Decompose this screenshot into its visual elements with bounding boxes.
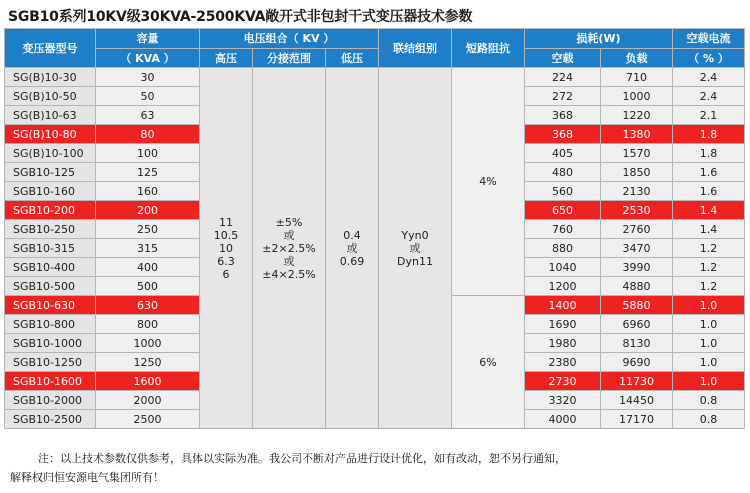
cell-no-load-current: 1.0 [673,315,745,334]
cell-lv [326,68,379,429]
cell-no-load-current: 1.2 [673,277,745,296]
cell-no-load-current: 2.4 [673,68,745,87]
cell-model: SGB10-1000 [5,334,96,353]
cell-load-loss: 8130 [601,334,673,353]
cell-model: SGB10-400 [5,258,96,277]
cell-model: SGB10-315 [5,239,96,258]
cell-vector-group-line: Dyn11 [397,254,433,268]
cell-no-load-loss: 224 [525,68,601,87]
cell-model: SGB10-800 [5,315,96,334]
cell-capacity: 63 [96,106,200,125]
cell-tap-range-line: 或 [283,254,295,268]
cell-capacity: 100 [96,144,200,163]
cell-load-loss: 6960 [601,315,673,334]
cell-hv-line: 10 [219,241,233,255]
cell-no-load-loss: 1040 [525,258,601,277]
cell-load-loss: 4880 [601,277,673,296]
cell-capacity: 80 [96,125,200,144]
cell-model: SGB10-1600 [5,372,96,391]
cell-tap-range-line: ±2×2.5% [262,241,316,255]
cell-model: SGB10-500 [5,277,96,296]
cell-hv-line: 6 [222,267,230,281]
cell-capacity: 50 [96,87,200,106]
cell-no-load-loss: 560 [525,182,601,201]
cell-capacity: 630 [96,296,200,315]
cell-lv-line: 0.69 [339,254,365,268]
cell-no-load-loss: 3320 [525,391,601,410]
cell-model: SG(B)10-50 [5,87,96,106]
cell-lv-line: 或 [346,241,358,255]
cell-capacity: 200 [96,201,200,220]
header-no-load-current: 空载电流 [673,29,745,49]
cell-vector-group-line: 或 [409,241,421,255]
cell-no-load-current: 1.0 [673,372,745,391]
cell-load-loss: 1380 [601,125,673,144]
cell-no-load-loss: 2730 [525,372,601,391]
table-row [5,68,745,87]
cell-no-load-current: 1.6 [673,163,745,182]
cell-model: SGB10-630 [5,296,96,315]
header-no-load: 空载 [525,49,601,68]
cell-load-loss: 14450 [601,391,673,410]
cell-no-load-loss: 480 [525,163,601,182]
header-tap-range: 分接范围 [253,49,326,68]
cell-no-load-current: 2.4 [673,87,745,106]
cell-tap-range-line: ±5% [275,215,303,229]
cell-no-load-loss: 368 [525,106,601,125]
cell-capacity: 500 [96,277,200,296]
cell-capacity: 125 [96,163,200,182]
cell-no-load-current: 1.0 [673,296,745,315]
cell-model: SGB10-2000 [5,391,96,410]
cell-load-loss: 710 [601,68,673,87]
cell-load-loss: 2130 [601,182,673,201]
cell-capacity: 800 [96,315,200,334]
cell-no-load-loss: 405 [525,144,601,163]
cell-model: SGB10-160 [5,182,96,201]
cell-load-loss: 3470 [601,239,673,258]
cell-no-load-loss: 2380 [525,353,601,372]
cell-load-loss: 3990 [601,258,673,277]
cell-load-loss: 11730 [601,372,673,391]
cell-no-load-loss: 272 [525,87,601,106]
cell-capacity: 250 [96,220,200,239]
cell-no-load-current: 0.8 [673,391,745,410]
cell-tap-range-line: 或 [283,228,295,242]
cell-model: SGB10-125 [5,163,96,182]
cell-no-load-current: 1.6 [673,182,745,201]
footnote [10,449,744,487]
header-hv: 高压 [200,49,253,68]
cell-load-loss: 2760 [601,220,673,239]
footnote-line-2: 解释权归恒安源电气集团所有！ [10,471,164,484]
cell-no-load-loss: 1400 [525,296,601,315]
cell-model: SG(B)10-63 [5,106,96,125]
cell-no-load-current: 2.1 [673,106,745,125]
cell-model: SG(B)10-100 [5,144,96,163]
cell-load-loss: 9690 [601,353,673,372]
cell-capacity: 160 [96,182,200,201]
cell-tap-range [253,68,326,429]
cell-model: SGB10-1250 [5,353,96,372]
cell-load-loss: 1000 [601,87,673,106]
spec-table [4,28,745,429]
cell-model: SG(B)10-30 [5,68,96,87]
cell-hv [200,68,253,429]
cell-load-loss: 1850 [601,163,673,182]
cell-capacity: 30 [96,68,200,87]
cell-capacity: 1000 [96,334,200,353]
footnote-line-1: 注：以上技术参数仅供参考，具体以实际为准。我公司不断对产品进行设计优化，如有改动，恕不另行通知， [38,452,566,465]
cell-no-load-current: 1.0 [673,353,745,372]
cell-no-load-current: 1.2 [673,239,745,258]
cell-capacity: 1250 [96,353,200,372]
cell-hv-line: 11 [219,215,233,229]
cell-lv-line: 0.4 [343,228,361,242]
cell-no-load-loss: 650 [525,201,601,220]
header-lv: 低压 [326,49,379,68]
cell-no-load-current: 1.2 [673,258,745,277]
cell-no-load-loss: 880 [525,239,601,258]
cell-no-load-current: 1.4 [673,201,745,220]
cell-no-load-loss: 1690 [525,315,601,334]
cell-capacity: 400 [96,258,200,277]
cell-load-loss: 1570 [601,144,673,163]
cell-load-loss: 1220 [601,106,673,125]
cell-no-load-current: 1.0 [673,334,745,353]
cell-model: SG(B)10-80 [5,125,96,144]
header-capacity-unit: （ KVA ） [96,49,200,68]
cell-capacity: 1600 [96,372,200,391]
cell-hv-line: 10.5 [213,228,239,242]
cell-no-load-current: 1.8 [673,125,745,144]
cell-load-loss: 5880 [601,296,673,315]
cell-model: SGB10-200 [5,201,96,220]
cell-no-load-loss: 4000 [525,410,601,429]
cell-impedance-6: 6% [452,296,525,429]
cell-no-load-current: 1.4 [673,220,745,239]
page-title: SGB10系列10KV级30KVA-2500KVA敞开式非包封干式变压器技术参数 [8,9,473,25]
cell-vector-group-line: Yyn0 [401,228,429,242]
cell-capacity: 315 [96,239,200,258]
cell-vector-group [379,68,452,429]
cell-tap-range-line: ±4×2.5% [262,267,316,281]
cell-no-load-loss: 1200 [525,277,601,296]
cell-no-load-loss: 1980 [525,334,601,353]
cell-model: SGB10-2500 [5,410,96,429]
header-model: 变压器型号 [5,29,96,68]
header-loss: 损耗(W) [525,29,673,49]
cell-hv-line: 6.3 [217,254,235,268]
cell-no-load-loss: 368 [525,125,601,144]
cell-model: SGB10-250 [5,220,96,239]
cell-load-loss: 2530 [601,201,673,220]
header-vector-group: 联结组别 [379,29,452,68]
header-capacity: 容量 [96,29,200,49]
cell-capacity: 2500 [96,410,200,429]
cell-capacity: 2000 [96,391,200,410]
cell-no-load-loss: 760 [525,220,601,239]
cell-no-load-current: 1.8 [673,144,745,163]
cell-load-loss: 17170 [601,410,673,429]
header-percent-unit: （ % ） [673,49,745,68]
cell-impedance-4: 4% [452,68,525,296]
header-impedance: 短路阻抗 [452,29,525,68]
header-load: 负载 [601,49,673,68]
cell-no-load-current: 0.8 [673,410,745,429]
header-voltage-group: 电压组合（ KV ） [200,29,379,49]
